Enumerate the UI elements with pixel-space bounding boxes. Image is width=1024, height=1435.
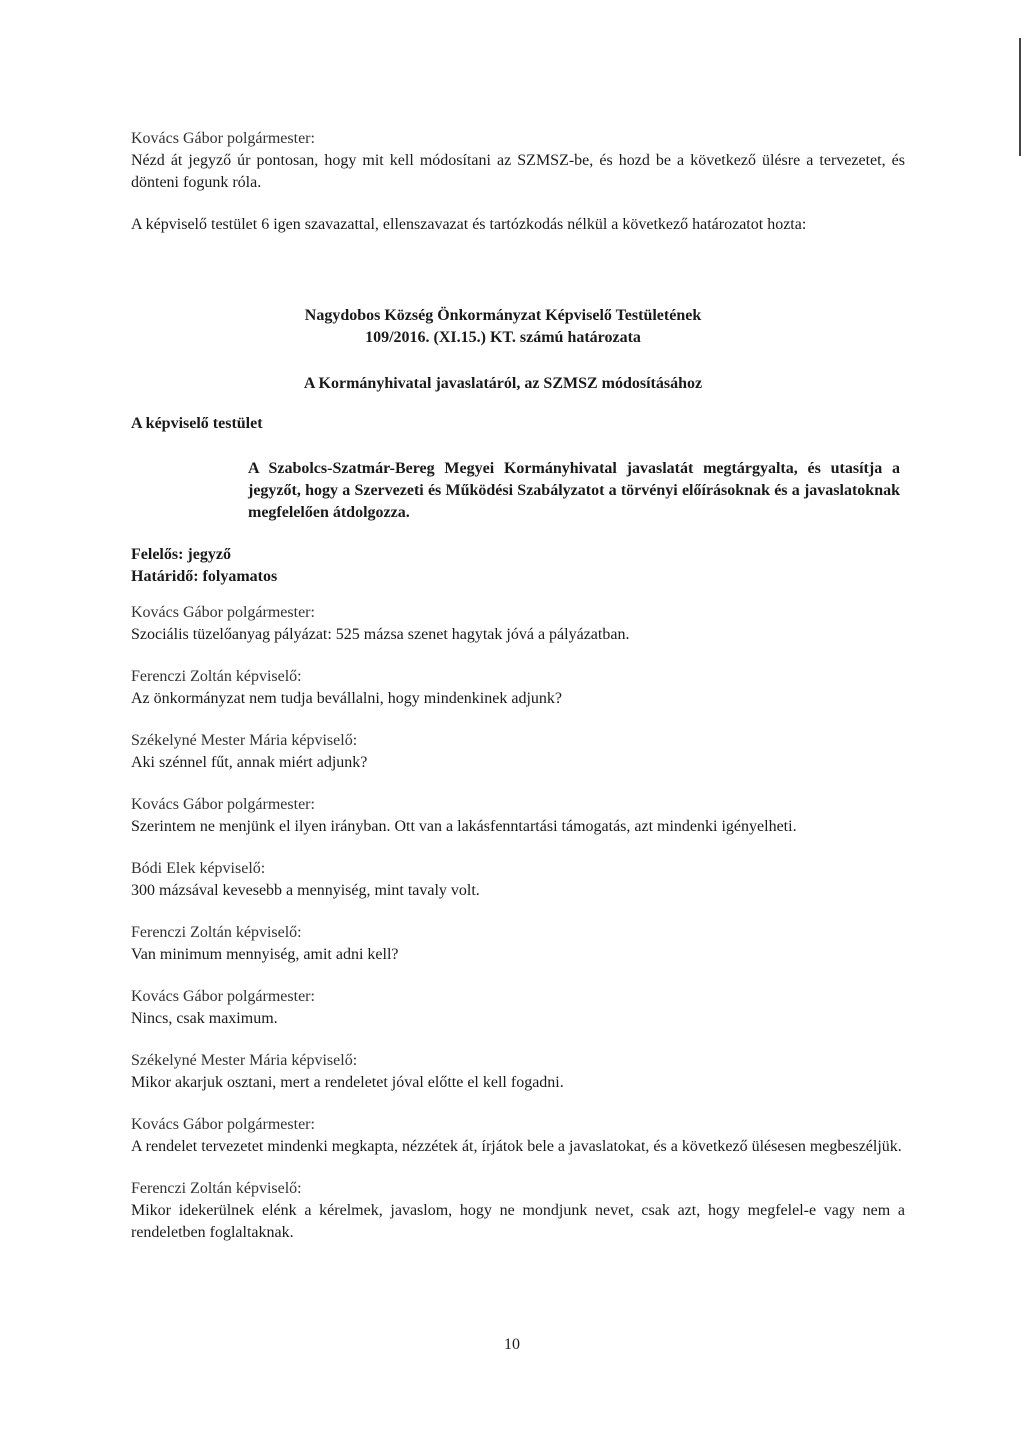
speaker-label: Székelyné Mester Mária képviselő: bbox=[131, 1052, 358, 1069]
dialogue-entry bbox=[131, 730, 905, 774]
resolution-title-line-2: 109/2016. (XI.15.) KT. számú határozata bbox=[365, 329, 641, 346]
speaker-label: Ferenczi Zoltán képviselő: bbox=[131, 668, 302, 685]
dialogue-text: Mikor akarjuk osztani, mert a rendeletet jóval előtte el kell fogadni. bbox=[131, 1074, 564, 1091]
speaker-label: Kovács Gábor polgármester: bbox=[131, 988, 315, 1005]
dialogue-text: Nincs, csak maximum. bbox=[131, 1010, 278, 1027]
resolution-meta bbox=[131, 544, 277, 588]
dialogue-entry bbox=[131, 794, 905, 838]
top-section bbox=[131, 128, 905, 256]
dialogue-text: Van minimum mennyiség, amit adni kell? bbox=[131, 946, 399, 963]
paragraph-text: Nézd át jegyző úr pontosan, hogy mit kell módosítani az SZMSZ-be, és hozd be a következő ülésre a tervezetet, és dönteni fogunk róla. bbox=[131, 152, 905, 191]
dialogue-entry bbox=[131, 602, 905, 646]
dialogue-text: Az önkormányzat nem tudja bevállalni, hogy mindenkinek adjunk? bbox=[131, 690, 562, 707]
speaker-label: Ferenczi Zoltán képviselő: bbox=[131, 924, 302, 941]
dialogue-entry bbox=[131, 1050, 905, 1094]
speaker-label: Székelyné Mester Mária képviselő: bbox=[131, 732, 358, 749]
resolution-title bbox=[153, 305, 853, 349]
paragraph bbox=[131, 128, 905, 194]
speaker-label: Kovács Gábor polgármester: bbox=[131, 604, 315, 621]
speaker-label: Kovács Gábor polgármester: bbox=[131, 796, 315, 813]
dialogue-entry bbox=[131, 1114, 905, 1158]
dialogue-text: Aki szénnel fűt, annak miért adjunk? bbox=[131, 754, 368, 771]
dialogue-text: Szociális tüzelőanyag pályázat: 525 mázsa szenet hagytak jóvá a pályázatban. bbox=[131, 626, 630, 643]
dialogue-entry bbox=[131, 986, 905, 1030]
resolution-body: A Szabolcs-Szatmár-Bereg Megyei Kormányhivatal javaslatát megtárgyalta, és utasítja a jegyzőt, hogy a Szervezeti és Működési Szabályzatot a törvényi előírásoknak és a javaslatoknak megfelelően átdolgozza. bbox=[248, 460, 900, 521]
dialogue-text: Szerintem ne menjünk el ilyen irányban. Ott van a lakásfenntartási támogatás, azt mindenki igényelheti. bbox=[131, 818, 797, 835]
dialogue-text: 300 mázsával kevesebb a mennyiség, mint tavaly volt. bbox=[131, 882, 480, 899]
resolution-left-label: A képviselő testület bbox=[131, 415, 263, 432]
dialogue-entry bbox=[131, 922, 905, 966]
deadline-label: Határidő: folyamatos bbox=[131, 568, 278, 585]
dialogue-entry bbox=[131, 666, 905, 710]
dialogue-text: Mikor idekerülnek elénk a kérelmek, javaslom, hogy ne mondjunk nevet, csak azt, hogy megfelel-e vagy nem a rendeletben foglaltaknak. bbox=[131, 1202, 905, 1241]
dialogue-entry bbox=[131, 1178, 905, 1244]
speaker-label: Ferenczi Zoltán képviselő: bbox=[131, 1180, 302, 1197]
dialogue-entry bbox=[131, 858, 905, 902]
dialogue-section bbox=[131, 602, 905, 1264]
scan-edge-line bbox=[1019, 38, 1021, 156]
page-number: 10 bbox=[504, 1336, 520, 1353]
paragraph-text: A képviselő testület 6 igen szavazattal, ellenszavazat és tartózkodás nélkül a következő határozatot hozta: bbox=[131, 216, 807, 233]
speaker-label: Kovács Gábor polgármester: bbox=[131, 130, 315, 147]
resolution-title-line-1: Nagydobos Község Önkormányzat Képviselő Testületének bbox=[304, 307, 702, 324]
responsible-label: Felelős: jegyző bbox=[131, 546, 231, 563]
paragraph bbox=[131, 214, 905, 236]
speaker-label: Kovács Gábor polgármester: bbox=[131, 1116, 315, 1133]
speaker-label: Bódi Elek képviselő: bbox=[131, 860, 266, 877]
dialogue-text: A rendelet tervezetet mindenki megkapta, nézzétek át, írjátok bele a javaslatokat, és a következő ülésesen megbeszéljük. bbox=[131, 1138, 902, 1155]
resolution-subtitle: A Kormányhivatal javaslatáról, az SZMSZ módosításához bbox=[303, 375, 703, 392]
